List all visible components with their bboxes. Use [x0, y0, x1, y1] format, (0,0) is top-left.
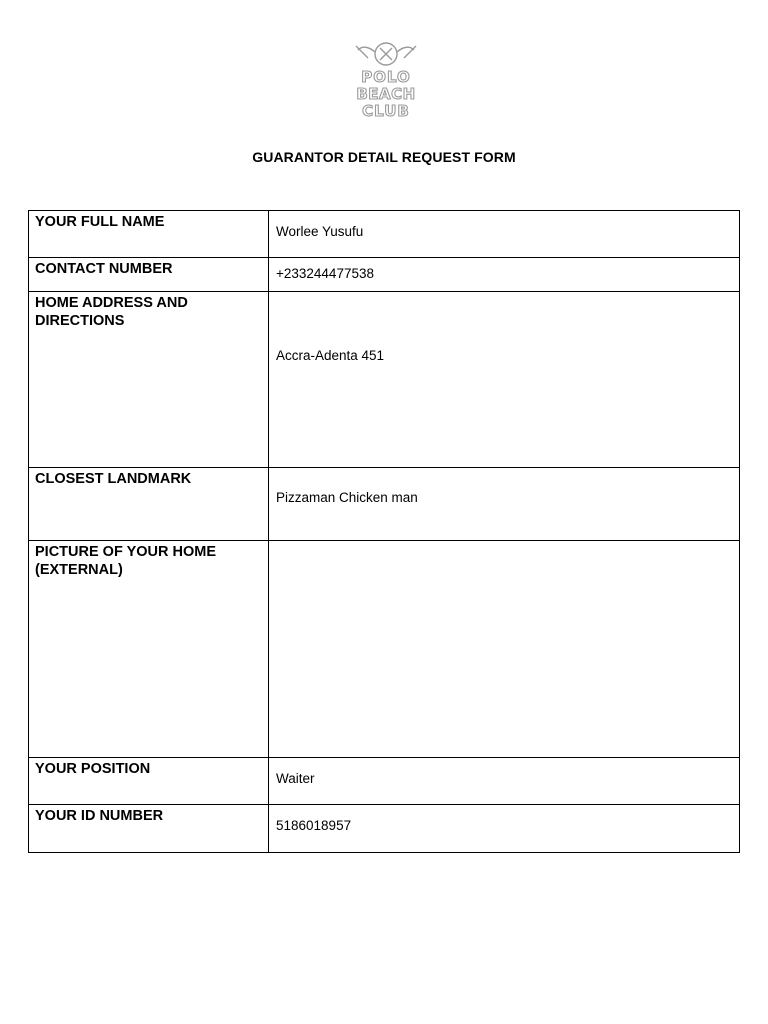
table-row-home-picture: [29, 541, 740, 758]
full-name-label: YOUR FULL NAME: [29, 211, 269, 258]
home-picture-value: [269, 541, 740, 758]
table-row-closest-landmark: [29, 468, 740, 541]
table-row-full-name: [29, 211, 740, 258]
home-address-value: Accra-Adenta 451: [269, 292, 740, 468]
closest-landmark-value: Pizzaman Chicken man: [269, 468, 740, 541]
contact-number-value: +233244477538: [269, 258, 740, 292]
logo-emblem-icon: [344, 40, 428, 120]
contact-number-label: CONTACT NUMBER: [29, 258, 269, 292]
id-number-value: 5186018957: [269, 805, 740, 853]
home-address-label: HOME ADDRESS AND DIRECTIONS: [29, 292, 269, 468]
closest-landmark-label: CLOSEST LANDMARK: [29, 468, 269, 541]
table-row-home-address: [29, 292, 740, 468]
id-number-label: YOUR ID NUMBER: [29, 805, 269, 853]
logo-line-3: CLUB: [362, 102, 410, 120]
polo-beach-club-logo: [344, 40, 428, 120]
form-title: GUARANTOR DETAIL REQUEST FORM: [252, 149, 516, 165]
position-label: YOUR POSITION: [29, 758, 269, 805]
logo-line-2: BEACH: [356, 85, 416, 103]
table-row-contact-number: [29, 258, 740, 292]
table-row-id-number: [29, 805, 740, 853]
home-picture-label: PICTURE OF YOUR HOME (EXTERNAL): [29, 541, 269, 758]
guarantor-form-table: [28, 210, 740, 853]
logo-line-1: POLO: [361, 68, 411, 86]
full-name-value: Worlee Yusufu: [269, 211, 740, 258]
table-row-position: [29, 758, 740, 805]
position-value: Waiter: [269, 758, 740, 805]
